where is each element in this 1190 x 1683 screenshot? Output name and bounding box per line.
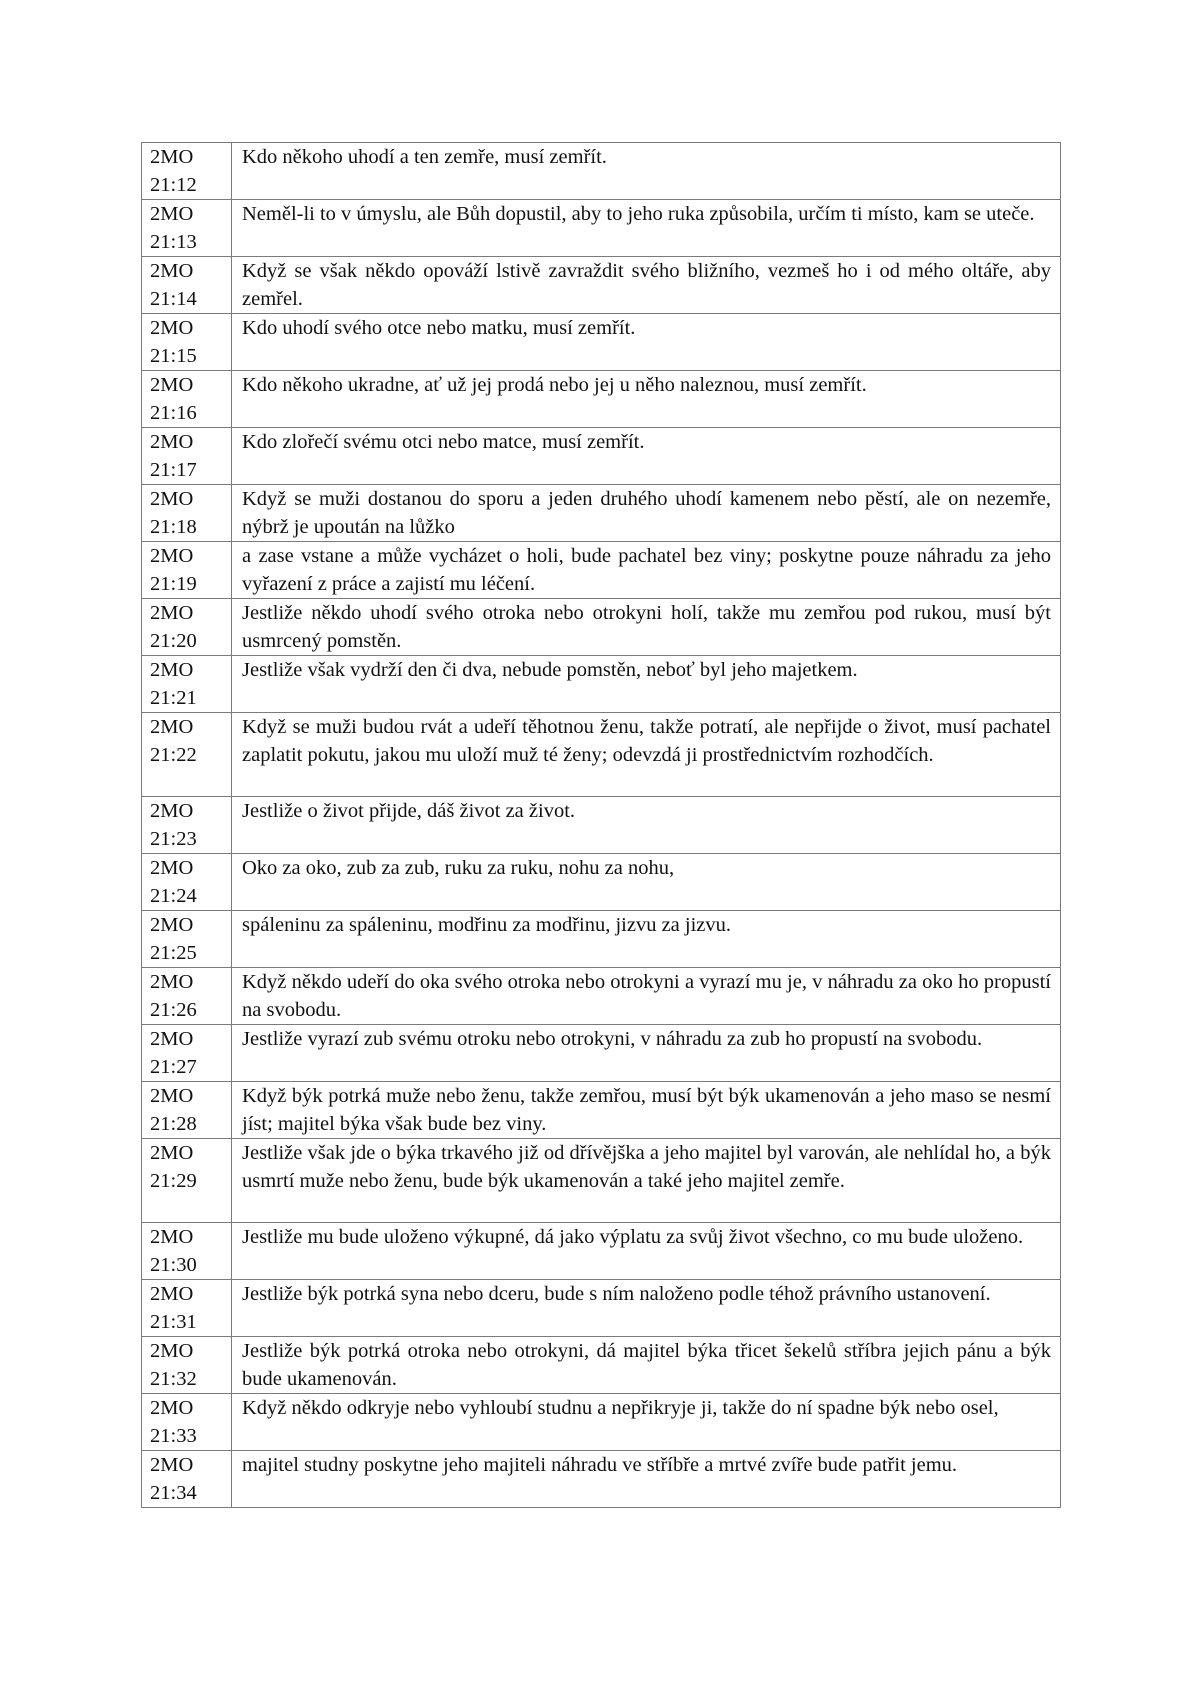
verse-reference-cell bbox=[142, 713, 232, 797]
verse-reference-cell bbox=[142, 428, 232, 485]
verse-reference-cell bbox=[142, 1337, 232, 1394]
verse-row bbox=[142, 485, 1061, 542]
verse-reference-cell bbox=[142, 1082, 232, 1139]
verse-row bbox=[142, 428, 1061, 485]
verse-text: Kdo zlořečí svému otci nebo matce, musí zemřít. bbox=[232, 428, 1061, 485]
verse-text: Když býk potrká muže nebo ženu, takže zemřou, musí být býk ukamenován a jeho maso se nesmí jíst; majitel býka však bude bez viny. bbox=[232, 1082, 1061, 1139]
verse-book: 2MO bbox=[150, 431, 194, 453]
verse-row bbox=[142, 314, 1061, 371]
verse-row bbox=[142, 713, 1061, 797]
verse-text: Oko za oko, zub za zub, ruku za ruku, nohu za nohu, bbox=[232, 854, 1061, 911]
verse-text: Kdo uhodí svého otce nebo matku, musí zemřít. bbox=[232, 314, 1061, 371]
verse-reference-cell bbox=[142, 599, 232, 656]
verse-book: 2MO bbox=[150, 659, 194, 681]
verse-reference-cell bbox=[142, 371, 232, 428]
verse-row bbox=[142, 599, 1061, 656]
verse-reference-cell bbox=[142, 485, 232, 542]
verse-row bbox=[142, 542, 1061, 599]
verse-text: Jestliže však jde o býka trkavého již od dřívějška a jeho majitel byl varován, ale nehlídal ho, a býk usmrtí muže nebo ženu, bude býk ukamenován a také jeho majitel zemře. bbox=[232, 1139, 1061, 1223]
verse-text: Když někdo odkryje nebo vyhloubí studnu a nepřikryje ji, takže do ní spadne býk nebo osel, bbox=[232, 1394, 1061, 1451]
verse-row bbox=[142, 854, 1061, 911]
verse-number: 21:19 bbox=[150, 573, 197, 595]
verse-book: 2MO bbox=[150, 914, 194, 936]
verse-book: 2MO bbox=[150, 1397, 194, 1419]
verse-reference-cell bbox=[142, 1025, 232, 1082]
verse-text: Jestliže vyrazí zub svému otroku nebo otrokyni, v náhradu za zub ho propustí na svobodu. bbox=[232, 1025, 1061, 1082]
verse-row bbox=[142, 656, 1061, 713]
verse-row bbox=[142, 968, 1061, 1025]
verse-book: 2MO bbox=[150, 602, 194, 624]
verse-table bbox=[141, 142, 1061, 1508]
verse-reference-cell bbox=[142, 314, 232, 371]
verse-text: Když se muži budou rvát a udeří těhotnou ženu, takže potratí, ale nepřijde o život, musí pachatel zaplatit pokutu, jakou mu uloží muž té ženy; odevzdá ji prostřednictvím rozhodčích. bbox=[232, 713, 1061, 797]
verse-table-body bbox=[142, 143, 1061, 1508]
verse-text: Neměl-li to v úmyslu, ale Bůh dopustil, aby to jeho ruka způsobila, určím ti místo, kam se uteče. bbox=[232, 200, 1061, 257]
verse-book: 2MO bbox=[150, 1028, 194, 1050]
verse-reference-cell bbox=[142, 1139, 232, 1223]
verse-reference-cell bbox=[142, 1280, 232, 1337]
verse-book: 2MO bbox=[150, 800, 194, 822]
verse-reference-cell bbox=[142, 1223, 232, 1280]
verse-book: 2MO bbox=[150, 1283, 194, 1305]
verse-text: Jestliže však vydrží den či dva, nebude pomstěn, neboť byl jeho majetkem. bbox=[232, 656, 1061, 713]
verse-row bbox=[142, 1280, 1061, 1337]
verse-book: 2MO bbox=[150, 1142, 194, 1164]
verse-book: 2MO bbox=[150, 203, 194, 225]
verse-reference-cell bbox=[142, 1451, 232, 1508]
verse-book: 2MO bbox=[150, 317, 194, 339]
verse-number: 21:17 bbox=[150, 459, 197, 481]
verse-book: 2MO bbox=[150, 146, 194, 168]
verse-reference-cell bbox=[142, 911, 232, 968]
verse-number: 21:26 bbox=[150, 999, 197, 1021]
verse-book: 2MO bbox=[150, 971, 194, 993]
verse-book: 2MO bbox=[150, 1085, 194, 1107]
verse-row bbox=[142, 1451, 1061, 1508]
verse-number: 21:22 bbox=[150, 744, 197, 766]
verse-text: Jestliže někdo uhodí svého otroka nebo otrokyni holí, takže mu zemřou pod rukou, musí být usmrcený pomstěn. bbox=[232, 599, 1061, 656]
verse-number: 21:15 bbox=[150, 345, 197, 367]
verse-row bbox=[142, 1223, 1061, 1280]
verse-number: 21:24 bbox=[150, 885, 197, 907]
verse-number: 21:13 bbox=[150, 231, 197, 253]
verse-book: 2MO bbox=[150, 1226, 194, 1248]
verse-text: Když se muži dostanou do sporu a jeden druhého uhodí kamenem nebo pěstí, ale on nezemře, nýbrž je upoután na lůžko bbox=[232, 485, 1061, 542]
verse-reference-cell bbox=[142, 143, 232, 200]
verse-text: majitel studny poskytne jeho majiteli náhradu ve stříbře a mrtvé zvíře bude patřit jemu. bbox=[232, 1451, 1061, 1508]
verse-row bbox=[142, 797, 1061, 854]
verse-text: Kdo někoho ukradne, ať už jej prodá nebo jej u něho naleznou, musí zemřít. bbox=[232, 371, 1061, 428]
verse-book: 2MO bbox=[150, 545, 194, 567]
verse-number: 21:34 bbox=[150, 1482, 197, 1504]
verse-number: 21:18 bbox=[150, 516, 197, 538]
verse-reference-cell bbox=[142, 968, 232, 1025]
verse-reference-cell bbox=[142, 656, 232, 713]
verse-number: 21:28 bbox=[150, 1113, 197, 1135]
verse-text: Jestliže o život přijde, dáš život za život. bbox=[232, 797, 1061, 854]
verse-number: 21:23 bbox=[150, 828, 197, 850]
verse-text: Jestliže býk potrká syna nebo dceru, bude s ním naloženo podle téhož právního ustanovení. bbox=[232, 1280, 1061, 1337]
verse-number: 21:29 bbox=[150, 1170, 197, 1192]
verse-reference-cell bbox=[142, 257, 232, 314]
verse-book: 2MO bbox=[150, 716, 194, 738]
verse-text: Jestliže býk potrká otroka nebo otrokyni, dá majitel býka třicet šekelů stříbra jejich pánu a býk bude ukamenován. bbox=[232, 1337, 1061, 1394]
verse-text: Když někdo udeří do oka svého otroka nebo otrokyni a vyrazí mu je, v náhradu za oko ho propustí na svobodu. bbox=[232, 968, 1061, 1025]
verse-reference-cell bbox=[142, 200, 232, 257]
verse-reference-cell bbox=[142, 854, 232, 911]
verse-number: 21:14 bbox=[150, 288, 197, 310]
verse-book: 2MO bbox=[150, 1454, 194, 1476]
verse-reference-cell bbox=[142, 542, 232, 599]
verse-book: 2MO bbox=[150, 374, 194, 396]
verse-text: Když se však někdo opováží lstivě zavraždit svého bližního, vezmeš ho i od mého oltáře, aby zemřel. bbox=[232, 257, 1061, 314]
verse-book: 2MO bbox=[150, 488, 194, 510]
verse-text: a zase vstane a může vycházet o holi, bude pachatel bez viny; poskytne pouze náhradu za jeho vyřazení z práce a zajistí mu léčení. bbox=[232, 542, 1061, 599]
verse-text: Kdo někoho uhodí a ten zemře, musí zemřít. bbox=[232, 143, 1061, 200]
verse-number: 21:31 bbox=[150, 1311, 197, 1333]
verse-number: 21:12 bbox=[150, 174, 197, 196]
verse-row bbox=[142, 1082, 1061, 1139]
verse-row bbox=[142, 1394, 1061, 1451]
verse-reference-cell bbox=[142, 797, 232, 854]
verse-reference-cell bbox=[142, 1394, 232, 1451]
verse-number: 21:32 bbox=[150, 1368, 197, 1390]
verse-book: 2MO bbox=[150, 857, 194, 879]
verse-row bbox=[142, 1139, 1061, 1223]
verse-row bbox=[142, 1337, 1061, 1394]
verse-number: 21:21 bbox=[150, 687, 197, 709]
verse-number: 21:27 bbox=[150, 1056, 197, 1078]
verse-number: 21:30 bbox=[150, 1254, 197, 1276]
verse-row bbox=[142, 1025, 1061, 1082]
verse-row bbox=[142, 200, 1061, 257]
verse-row bbox=[142, 257, 1061, 314]
verse-book: 2MO bbox=[150, 1340, 194, 1362]
verse-text: Jestliže mu bude uloženo výkupné, dá jako výplatu za svůj život všechno, co mu bude uloženo. bbox=[232, 1223, 1061, 1280]
verse-row bbox=[142, 143, 1061, 200]
verse-number: 21:33 bbox=[150, 1425, 197, 1447]
verse-number: 21:20 bbox=[150, 630, 197, 652]
verse-number: 21:16 bbox=[150, 402, 197, 424]
verse-number: 21:25 bbox=[150, 942, 197, 964]
verse-row bbox=[142, 371, 1061, 428]
verse-book: 2MO bbox=[150, 260, 194, 282]
verse-text: spáleninu za spáleninu, modřinu za modřinu, jizvu za jizvu. bbox=[232, 911, 1061, 968]
verse-row bbox=[142, 911, 1061, 968]
